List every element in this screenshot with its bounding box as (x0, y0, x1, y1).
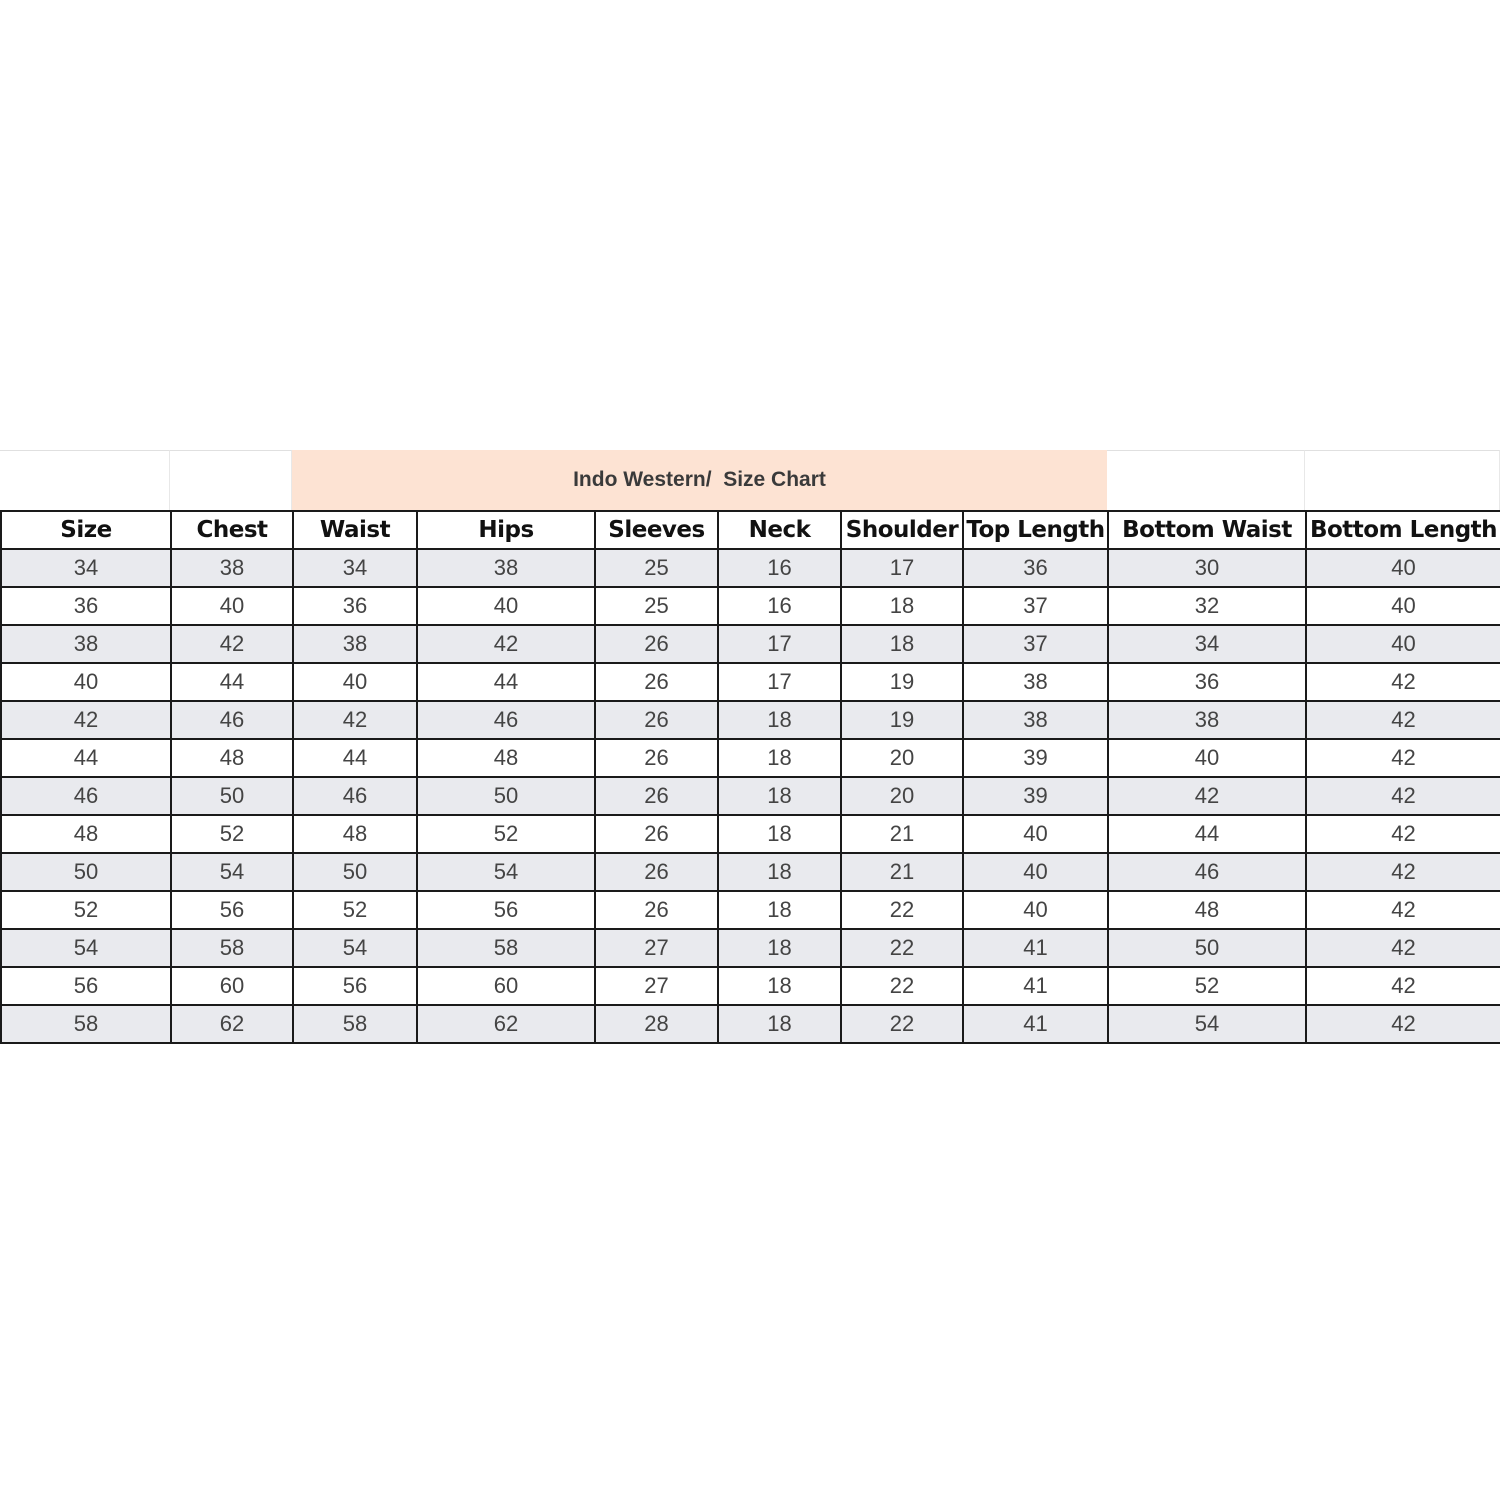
table-cell: 56 (171, 891, 293, 929)
table-row (1, 929, 1500, 967)
table-cell: 44 (171, 663, 293, 701)
table-cell: 50 (417, 777, 595, 815)
table-cell: 26 (595, 815, 718, 853)
table-row (1, 815, 1500, 853)
table-cell: 42 (1306, 929, 1500, 967)
table-cell: 36 (963, 549, 1108, 587)
table-cell: 38 (1, 625, 171, 663)
table-cell: 26 (595, 625, 718, 663)
table-cell: 54 (1, 929, 171, 967)
table-cell: 39 (963, 777, 1108, 815)
table-cell: 54 (171, 853, 293, 891)
table-cell: 48 (1, 815, 171, 853)
table-cell: 54 (417, 853, 595, 891)
column-header-waist: Waist (293, 511, 417, 549)
column-header-chest: Chest (171, 511, 293, 549)
table-cell: 38 (963, 663, 1108, 701)
table-row (1, 777, 1500, 815)
table-cell: 40 (417, 587, 595, 625)
table-cell: 56 (1, 967, 171, 1005)
column-header-top-length: Top Length (963, 511, 1108, 549)
title-blank-cell (1305, 450, 1500, 510)
table-cell: 36 (293, 587, 417, 625)
table-cell: 40 (293, 663, 417, 701)
table-cell: 34 (1108, 625, 1306, 663)
table-cell: 42 (171, 625, 293, 663)
table-cell: 38 (963, 701, 1108, 739)
table-cell: 27 (595, 967, 718, 1005)
table-cell: 38 (293, 625, 417, 663)
table-cell: 50 (293, 853, 417, 891)
column-header-bottom-length: Bottom Length (1306, 511, 1500, 549)
table-cell: 42 (1306, 815, 1500, 853)
table-row (1, 701, 1500, 739)
table-cell: 48 (1108, 891, 1306, 929)
table-cell: 27 (595, 929, 718, 967)
table-cell: 36 (1108, 663, 1306, 701)
table-cell: 40 (1306, 625, 1500, 663)
table-row (1, 587, 1500, 625)
table-cell: 37 (963, 625, 1108, 663)
table-cell: 25 (595, 587, 718, 625)
table-cell: 58 (171, 929, 293, 967)
table-cell: 42 (293, 701, 417, 739)
chart-title: Indo Western/ Size Chart (292, 450, 1107, 510)
table-cell: 26 (595, 853, 718, 891)
table-cell: 44 (293, 739, 417, 777)
table-cell: 42 (1306, 967, 1500, 1005)
table-cell: 20 (841, 739, 963, 777)
table-cell: 41 (963, 929, 1108, 967)
table-cell: 18 (841, 587, 963, 625)
title-blank-cell (170, 450, 292, 510)
table-cell: 52 (1108, 967, 1306, 1005)
table-row (1, 663, 1500, 701)
title-blank-cell (0, 450, 170, 510)
table-cell: 48 (417, 739, 595, 777)
table-cell: 46 (1, 777, 171, 815)
table-cell: 56 (417, 891, 595, 929)
table-cell: 48 (171, 739, 293, 777)
table-cell: 44 (1, 739, 171, 777)
table-cell: 22 (841, 1005, 963, 1043)
table-cell: 34 (1, 549, 171, 587)
size-chart (0, 450, 1500, 1036)
table-cell: 18 (718, 815, 841, 853)
table-cell: 26 (595, 663, 718, 701)
table-cell: 42 (1306, 891, 1500, 929)
table-cell: 46 (171, 701, 293, 739)
table-cell: 36 (1, 587, 171, 625)
table-cell: 54 (1108, 1005, 1306, 1043)
table-cell: 38 (417, 549, 595, 587)
table-cell: 38 (171, 549, 293, 587)
column-header-sleeves: Sleeves (595, 511, 718, 549)
table-cell: 42 (1306, 1005, 1500, 1043)
table-cell: 41 (963, 1005, 1108, 1043)
table-cell: 18 (718, 891, 841, 929)
table-cell: 22 (841, 967, 963, 1005)
table-cell: 21 (841, 853, 963, 891)
table-cell: 26 (595, 739, 718, 777)
table-cell: 46 (1108, 853, 1306, 891)
table-cell: 46 (417, 701, 595, 739)
table-cell: 18 (841, 625, 963, 663)
table-cell: 19 (841, 663, 963, 701)
table-row (1, 853, 1500, 891)
table-row (1, 625, 1500, 663)
table-cell: 18 (718, 777, 841, 815)
table-cell: 40 (171, 587, 293, 625)
table-cell: 17 (841, 549, 963, 587)
table-cell: 44 (417, 663, 595, 701)
table-cell: 42 (1108, 777, 1306, 815)
table-cell: 28 (595, 1005, 718, 1043)
table-cell: 50 (171, 777, 293, 815)
table-body (1, 549, 1500, 1043)
table-cell: 30 (1108, 549, 1306, 587)
table-cell: 46 (293, 777, 417, 815)
table-cell: 40 (1306, 549, 1500, 587)
table-cell: 42 (1306, 701, 1500, 739)
table-cell: 42 (1306, 663, 1500, 701)
table-cell: 26 (595, 777, 718, 815)
table-cell: 22 (841, 891, 963, 929)
column-header-size: Size (1, 511, 171, 549)
table-cell: 40 (963, 815, 1108, 853)
table-cell: 54 (293, 929, 417, 967)
table-cell: 16 (718, 587, 841, 625)
table-cell: 20 (841, 777, 963, 815)
table-cell: 38 (1108, 701, 1306, 739)
table-cell: 40 (1306, 587, 1500, 625)
table-cell: 40 (963, 853, 1108, 891)
table-cell: 26 (595, 701, 718, 739)
table-cell: 18 (718, 1005, 841, 1043)
table-cell: 21 (841, 815, 963, 853)
column-header-bottom-waist: Bottom Waist (1108, 511, 1306, 549)
header-row (1, 511, 1500, 549)
size-table (0, 510, 1500, 1044)
table-cell: 60 (417, 967, 595, 1005)
table-cell: 52 (171, 815, 293, 853)
table-cell: 18 (718, 701, 841, 739)
table-cell: 37 (963, 587, 1108, 625)
column-header-hips: Hips (417, 511, 595, 549)
table-cell: 17 (718, 663, 841, 701)
table-row (1, 1005, 1500, 1043)
table-cell: 48 (293, 815, 417, 853)
table-cell: 42 (1, 701, 171, 739)
table-cell: 22 (841, 929, 963, 967)
title-blank-cell (1107, 450, 1305, 510)
table-cell: 56 (293, 967, 417, 1005)
table-cell: 16 (718, 549, 841, 587)
column-header-shoulder: Shoulder (841, 511, 963, 549)
table-cell: 19 (841, 701, 963, 739)
table-cell: 50 (1108, 929, 1306, 967)
table-cell: 44 (1108, 815, 1306, 853)
table-cell: 52 (417, 815, 595, 853)
table-cell: 18 (718, 929, 841, 967)
table-cell: 41 (963, 967, 1108, 1005)
table-cell: 18 (718, 967, 841, 1005)
table-cell: 58 (1, 1005, 171, 1043)
table-cell: 26 (595, 891, 718, 929)
table-cell: 58 (417, 929, 595, 967)
table-cell: 40 (1, 663, 171, 701)
table-cell: 50 (1, 853, 171, 891)
table-cell: 17 (718, 625, 841, 663)
column-header-neck: Neck (718, 511, 841, 549)
table-cell: 18 (718, 739, 841, 777)
title-row (0, 450, 1500, 510)
table-cell: 34 (293, 549, 417, 587)
table-cell: 39 (963, 739, 1108, 777)
table-cell: 42 (1306, 777, 1500, 815)
table-cell: 32 (1108, 587, 1306, 625)
table-cell: 25 (595, 549, 718, 587)
table-cell: 42 (1306, 739, 1500, 777)
table-cell: 62 (417, 1005, 595, 1043)
table-cell: 42 (1306, 853, 1500, 891)
table-cell: 62 (171, 1005, 293, 1043)
table-cell: 42 (417, 625, 595, 663)
table-cell: 40 (1108, 739, 1306, 777)
table-cell: 52 (1, 891, 171, 929)
table-cell: 40 (963, 891, 1108, 929)
table-row (1, 967, 1500, 1005)
table-cell: 52 (293, 891, 417, 929)
table-cell: 58 (293, 1005, 417, 1043)
table-cell: 60 (171, 967, 293, 1005)
table-row (1, 739, 1500, 777)
table-row (1, 549, 1500, 587)
table-row (1, 891, 1500, 929)
table-cell: 18 (718, 853, 841, 891)
